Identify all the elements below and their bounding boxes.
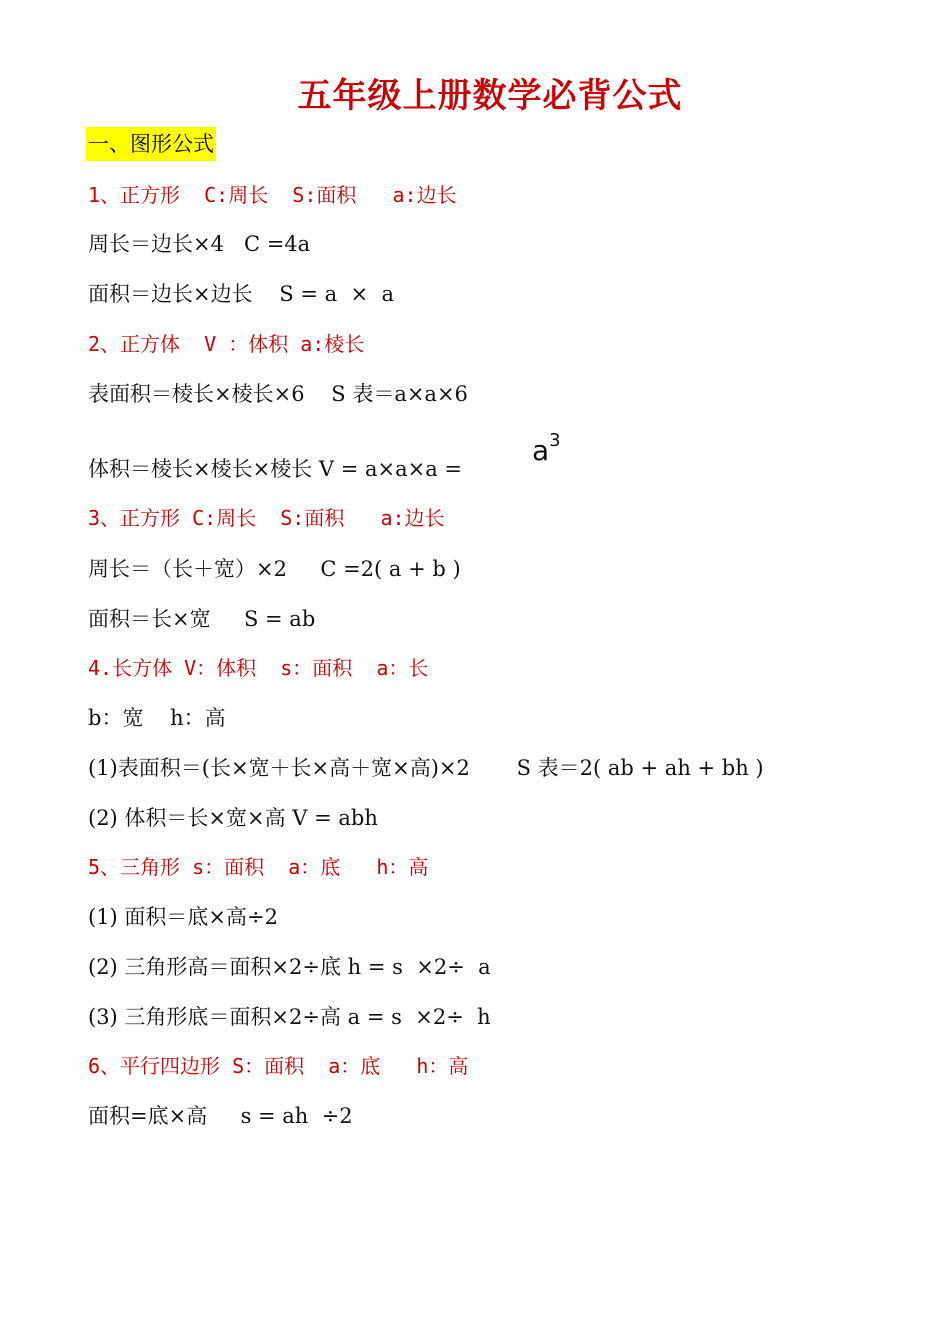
cube-volume-formula: 体积＝棱长×棱长×棱长 V = a×a×a = [88,457,463,481]
rectangle-area-formula: 面积＝长×宽 S = ab [88,607,316,631]
cube-heading: 2、正方体 V ：体积 a:棱长 [88,332,365,356]
cuboid-volume-formula: (2) 体积＝长×宽×高 V = abh [88,806,378,830]
a-cubed-base: a [532,434,550,467]
page-title: 五年级上册数学必背公式 [297,76,683,116]
a-cubed-exponent: 3 [549,430,561,451]
parallelogram-area-formula: 面积=底×高 s = ah ÷2 [88,1104,353,1128]
square-area-formula: 面积＝边长×边长 S = a × a [88,282,394,306]
rectangle-perimeter-formula: 周长＝（长＋宽）×2 C =2( a + b ) [88,557,461,581]
cuboid-heading: 4.长方体 V：体积 s：面积 a：长 [88,656,429,680]
square-heading: 1、正方形 C:周长 S:面积 a:边长 [88,183,457,207]
triangle-base-formula: (3) 三角形底＝面积×2÷高 a = s ×2÷ h [88,1005,491,1029]
square-perimeter-formula: 周长＝边长×4 C =4a [88,232,311,256]
rectangle-heading: 3、正方形 C:周长 S:面积 a:边长 [88,506,445,530]
parallelogram-heading: 6、平行四边形 S：面积 a：底 h：高 [88,1054,469,1078]
cuboid-surface-area-formula: (1)表面积＝(长×宽＋长×高＋宽×高)×2 S 表＝2( ab + ah + bh ) [88,756,764,780]
section-heading: 一、图形公式 [86,127,216,161]
triangle-area-formula: (1) 面积＝底×高÷2 [88,905,278,929]
triangle-height-formula: (2) 三角形高＝面积×2÷底 h = s ×2÷ a [88,955,491,979]
triangle-heading: 5、三角形 s：面积 a：底 h：高 [88,855,429,879]
cube-surface-area-formula: 表面积＝棱长×棱长×6 S 表＝a×a×6 [88,382,468,406]
a-cubed-symbol [532,430,561,467]
cuboid-variables: b：宽 h：高 [88,706,226,730]
